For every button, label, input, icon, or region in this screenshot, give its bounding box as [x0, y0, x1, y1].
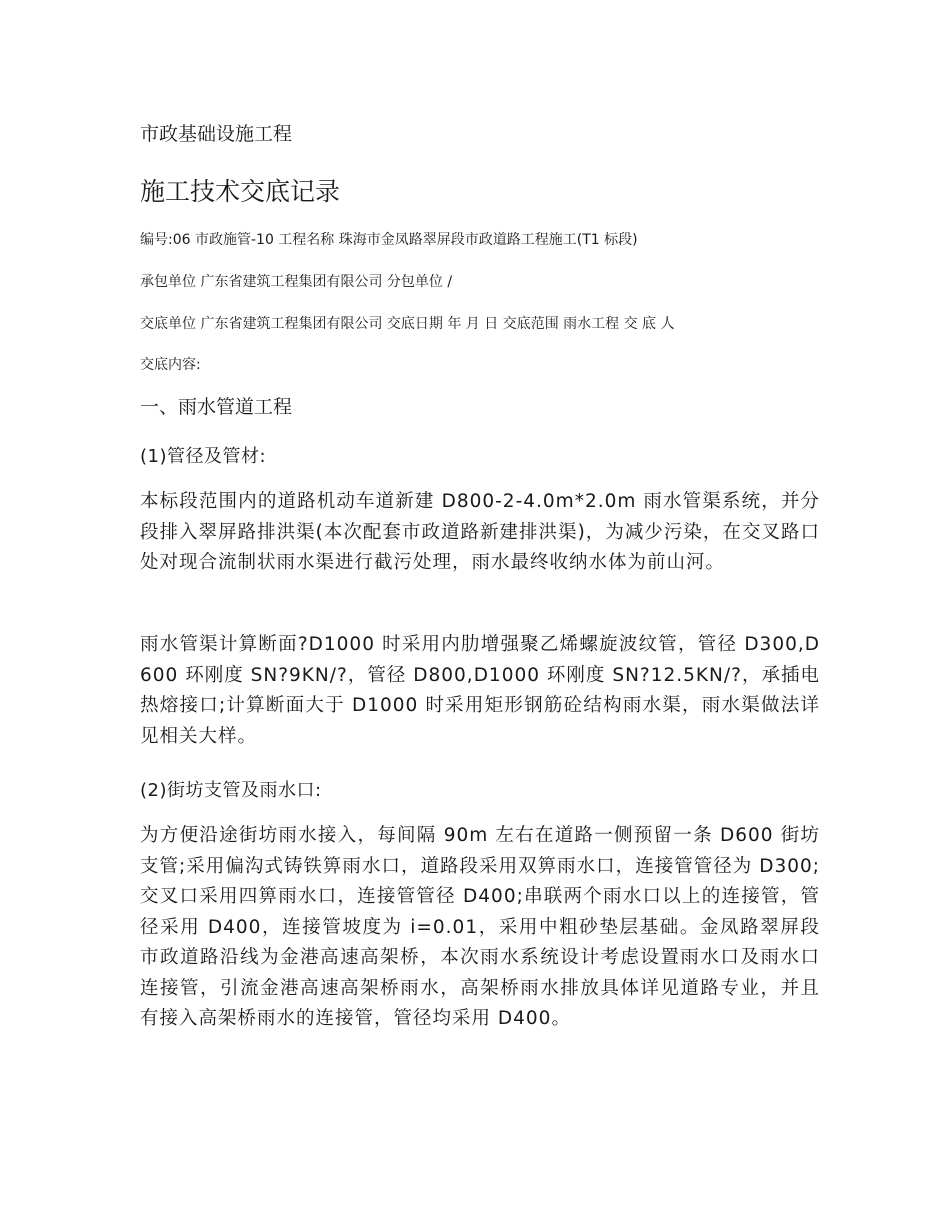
meta-contractor-line: 承包单位 广东省建筑工程集团有限公司 分包单位 /	[140, 274, 453, 290]
section-heading-storm-pipe: 一、雨水管道工程	[140, 396, 293, 418]
subsection-heading-pipe-diameter: (1)管径及管材:	[140, 446, 267, 467]
document-subtitle: 市政基础设施工程	[140, 123, 293, 145]
paragraph-branch-pipes: 为方便沿途街坊雨水接入，每间隔 90m 左右在道路一侧预留一条 D600 街坊支管;采用偏沟式铸铁箅雨水口，道路段采用双箅雨水口，连接管管径为 D300;交叉口采用四箅雨水口，连接管管径 D400;串联两个雨水口以上的连接管，管径采用 D400，连接管坡度为 i=0.01，采用中粗砂垫层基础。金凤路翠屏段市政道路沿线为金港高速高架桥，本次雨水系统设计考虑设置雨水口及雨水口连接管，引流金港高速高架桥雨水，高架桥雨水排放具体详见道路专业，并且有接入高架桥雨水的连接管，管径均采用 D400。	[140, 825, 820, 1029]
paragraph-pipe-material: 雨水管渠计算断面?D1000 时采用内肋增强聚乙烯螺旋波纹管，管径 D300,D600 环刚度 SN?9KN/?，管径 D800,D1000 环刚度 SN?12.5KN/?，承插电热熔接口;计算断面大于 D1000 时采用矩形钢筋砼结构雨水渠，雨水渠做法详见相关大样。	[140, 634, 820, 747]
document-title: 施工技术交底记录	[140, 177, 341, 206]
meta-briefing-line: 交底单位 广东省建筑工程集团有限公司 交底日期 年 月 日 交底范围 雨水工程 交 底 人	[140, 316, 675, 332]
subsection-heading-branch-pipes: (2)街坊支管及雨水口:	[140, 780, 322, 801]
paragraph-pipe-system: 本标段范围内的道路机动车道新建 D800-2-4.0m*2.0m 雨水管渠系统，并分段排入翠屏路排洪渠(本次配套市政道路新建排洪渠)，为减少污染，在交叉路口处对现合流制状雨水渠进行截污处理，雨水最终收纳水体为前山河。	[140, 491, 820, 573]
meta-content-label: 交底内容:	[140, 357, 201, 373]
meta-project-line: 编号:06 市政施管-10 工程名称 珠海市金凤路翠屏段市政道路工程施工(T1 标段)	[140, 232, 638, 248]
